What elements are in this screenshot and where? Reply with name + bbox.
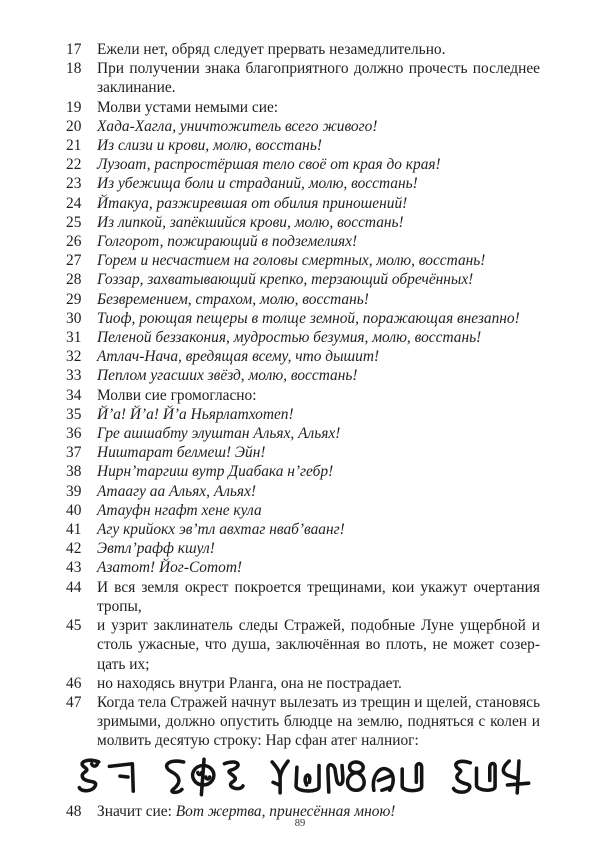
list-entry: [66, 693, 540, 751]
entry-text-segment: Лузоат, распростёршая тело своё от края до края!: [97, 156, 441, 174]
entry-text-segment: Голгорот, пожирающий в подземелиях!: [97, 233, 358, 251]
entry-number: 43: [66, 559, 82, 577]
entry-text-segment: Из липкой, запёкшийся крови, молю, восстань!: [97, 213, 404, 231]
list-entry: [66, 539, 540, 558]
entry-number: 17: [66, 41, 82, 58]
entry-number: 46: [66, 674, 82, 692]
entry-text: [97, 98, 540, 117]
entry-text: [97, 213, 540, 232]
entry-number: 37: [66, 444, 82, 462]
entry-number: 35: [66, 405, 82, 423]
entry-text-segment: Агу крийокх эв’тл авхтаг нваб’ваанг!: [97, 521, 345, 539]
entry-text: [97, 366, 540, 385]
entry-text-segment: Молви сие громогласно:: [97, 386, 257, 404]
entry-number: 44: [66, 578, 82, 596]
entry-text-segment: Молви устами немыми сие:: [97, 98, 279, 116]
entry-text: [97, 174, 540, 193]
entry-text: [97, 693, 540, 751]
list-entry: [66, 443, 540, 462]
entry-text-segment: Когда тела Стражей начнут вылезать из трещин и щелей, становясь зримыми, должно опустить блюдце на землю, подняться с колен и молвить десятую строку: Нар сфан атег налниог:: [97, 693, 540, 750]
entry-text: [97, 501, 540, 520]
entry-text-segment: Вот жертва, принесённая мною!: [175, 802, 396, 820]
entry-number: 47: [66, 693, 82, 711]
entry-number: 20: [66, 117, 82, 135]
entry-number: 34: [66, 386, 82, 404]
list-entry: [66, 232, 540, 251]
entry-text: [97, 328, 540, 347]
entry-number: 31: [66, 329, 82, 347]
entry-text-segment: и узрит заклинатель следы Стражей, подобные Луне ущербной и столь ужасные, что душа, заключённая во плоть, не может созерцать их;: [97, 617, 540, 673]
list-entry: [66, 155, 540, 174]
entry-number: 32: [66, 348, 82, 366]
entry-text: [97, 443, 540, 462]
entry-number: 39: [66, 482, 82, 500]
entry-text-segment: Значит сие:: [97, 802, 176, 820]
entry-text: [97, 520, 540, 539]
entry-number: 18: [66, 60, 82, 78]
list-entry: [66, 213, 540, 232]
entry-text-segment: Атлач-Нача, вредящая всему, что дышит!: [97, 348, 380, 366]
entry-text-segment: Тиоф, роющая пещеры в толще земной, поражающая внезапно!: [97, 309, 520, 327]
list-entry: [66, 309, 540, 328]
entry-text: [97, 194, 540, 213]
entry-text: [97, 290, 540, 309]
entry-text: [97, 539, 540, 558]
entry-text-segment: Хада-Хагла, уничтожитель всего живого!: [97, 117, 378, 135]
list-entry: [66, 482, 540, 501]
list-entry: [66, 328, 540, 347]
entry-text-segment: Гре ашшабту элуштан Альях, Альях!: [97, 425, 341, 443]
entry-text: [97, 462, 540, 481]
entry-text-segment: Пеплом угасших звёзд, молю, восстань!: [97, 367, 358, 385]
entry-number: 45: [66, 617, 82, 635]
entry-text-segment: Из убежища боли и страданий, молю, восстань!: [97, 175, 418, 193]
entry-text: [97, 59, 540, 97]
entry-number: 19: [66, 98, 82, 116]
entry-text-segment: но находясь внутри Рланга, она не пострадает.: [97, 674, 402, 692]
entry-text-segment: Эвтл’рафф кшул!: [97, 540, 215, 558]
entry-list-top: [66, 40, 540, 751]
entry-text: [97, 117, 540, 136]
entry-text: [97, 578, 540, 616]
list-entry: [66, 251, 540, 270]
entry-number: 40: [66, 501, 82, 519]
entry-number: 22: [66, 156, 82, 174]
list-entry: [66, 347, 540, 366]
list-entry: [66, 501, 540, 520]
entry-number: 28: [66, 271, 82, 289]
entry-number: 27: [66, 252, 82, 270]
list-entry: [66, 520, 540, 539]
entry-number: 26: [66, 233, 82, 251]
entry-text-segment: Й’а! Й’а! Й’а Ньярлатхотеп!: [97, 405, 294, 423]
entry-text: [97, 558, 540, 577]
entry-text: [97, 251, 540, 270]
entry-text-segment: Атаагу аа Альях, Альях!: [97, 482, 257, 500]
entry-text: [97, 674, 540, 693]
list-entry: [66, 194, 540, 213]
list-entry: [66, 424, 540, 443]
entry-text: [97, 232, 540, 251]
entry-text-segment: Пеленой беззакония, мудростью безумия, молю, восстань!: [97, 329, 482, 347]
list-entry: [66, 136, 540, 155]
entry-text-segment: Йтакуа, разжиревшая от обилия приношений!: [97, 194, 408, 212]
entry-text: [97, 155, 540, 174]
entry-text-segment: Ништарат белмеш! Эйн!: [97, 444, 266, 462]
entry-number: 25: [66, 213, 82, 231]
entry-text-segment: Ежели нет, обряд следует прервать незамедлительно.: [97, 41, 446, 58]
list-entry: [66, 462, 540, 481]
entry-text: [97, 40, 540, 59]
entry-number: 48: [66, 802, 82, 820]
entry-text: [97, 482, 540, 501]
entry-text-segment: Горем и несчастием на головы смертных, молю, восстань!: [97, 252, 486, 270]
entry-text: [97, 136, 540, 155]
entry-text-segment: При получении знака благоприятного должно прочесть последнее заклинание.: [97, 60, 540, 97]
entry-text: [97, 386, 540, 405]
list-entry: [66, 578, 540, 616]
list-entry: [66, 386, 540, 405]
list-entry: [66, 674, 540, 693]
occult-glyphs-drawing: [74, 754, 540, 800]
entry-text: [97, 309, 540, 328]
list-entry: [66, 405, 540, 424]
list-entry: [66, 290, 540, 309]
list-entry: [66, 270, 540, 289]
list-entry: [66, 366, 540, 385]
entry-text: [97, 424, 540, 443]
entry-number: 38: [66, 463, 82, 481]
entry-number: 42: [66, 540, 82, 558]
entry-text: [97, 405, 540, 424]
entry-text-segment: Азатот! Йог-Сотот!: [97, 559, 243, 577]
list-entry: [66, 117, 540, 136]
entry-number: 23: [66, 175, 82, 193]
list-entry: [66, 174, 540, 193]
entry-text-segment: Из слизи и крови, молю, восстань!: [97, 137, 322, 155]
entry-text-segment: Гоззар, захватывающий крепко, терзающий обречённых!: [97, 271, 474, 289]
list-entry: [66, 59, 540, 97]
page-number: 89: [294, 818, 306, 829]
entry-number: 41: [66, 521, 82, 539]
list-entry: [66, 98, 540, 117]
entry-number: 29: [66, 290, 82, 308]
entry-text: [97, 347, 540, 366]
entry-number: 21: [66, 137, 82, 155]
list-entry: [66, 40, 540, 59]
entry-number: 33: [66, 367, 82, 385]
entry-number: 36: [66, 425, 82, 443]
entry-text: [97, 270, 540, 289]
entry-text-segment: Атауфн нгафт хене кула: [97, 501, 262, 519]
entry-text: [97, 616, 540, 674]
entry-number: 30: [66, 309, 82, 327]
entry-text-segment: Нирн’таргиш вутр Диабака н’гебр!: [97, 463, 334, 481]
list-entry: [66, 616, 540, 674]
entry-text-segment: Безвремением, страхом, молю, восстань!: [97, 290, 369, 308]
list-entry: [66, 558, 540, 577]
entry-number: 24: [66, 194, 82, 212]
entry-text-segment: И вся земля окрест покроется трещинами, кои укажут очертания тропы,: [97, 578, 540, 615]
